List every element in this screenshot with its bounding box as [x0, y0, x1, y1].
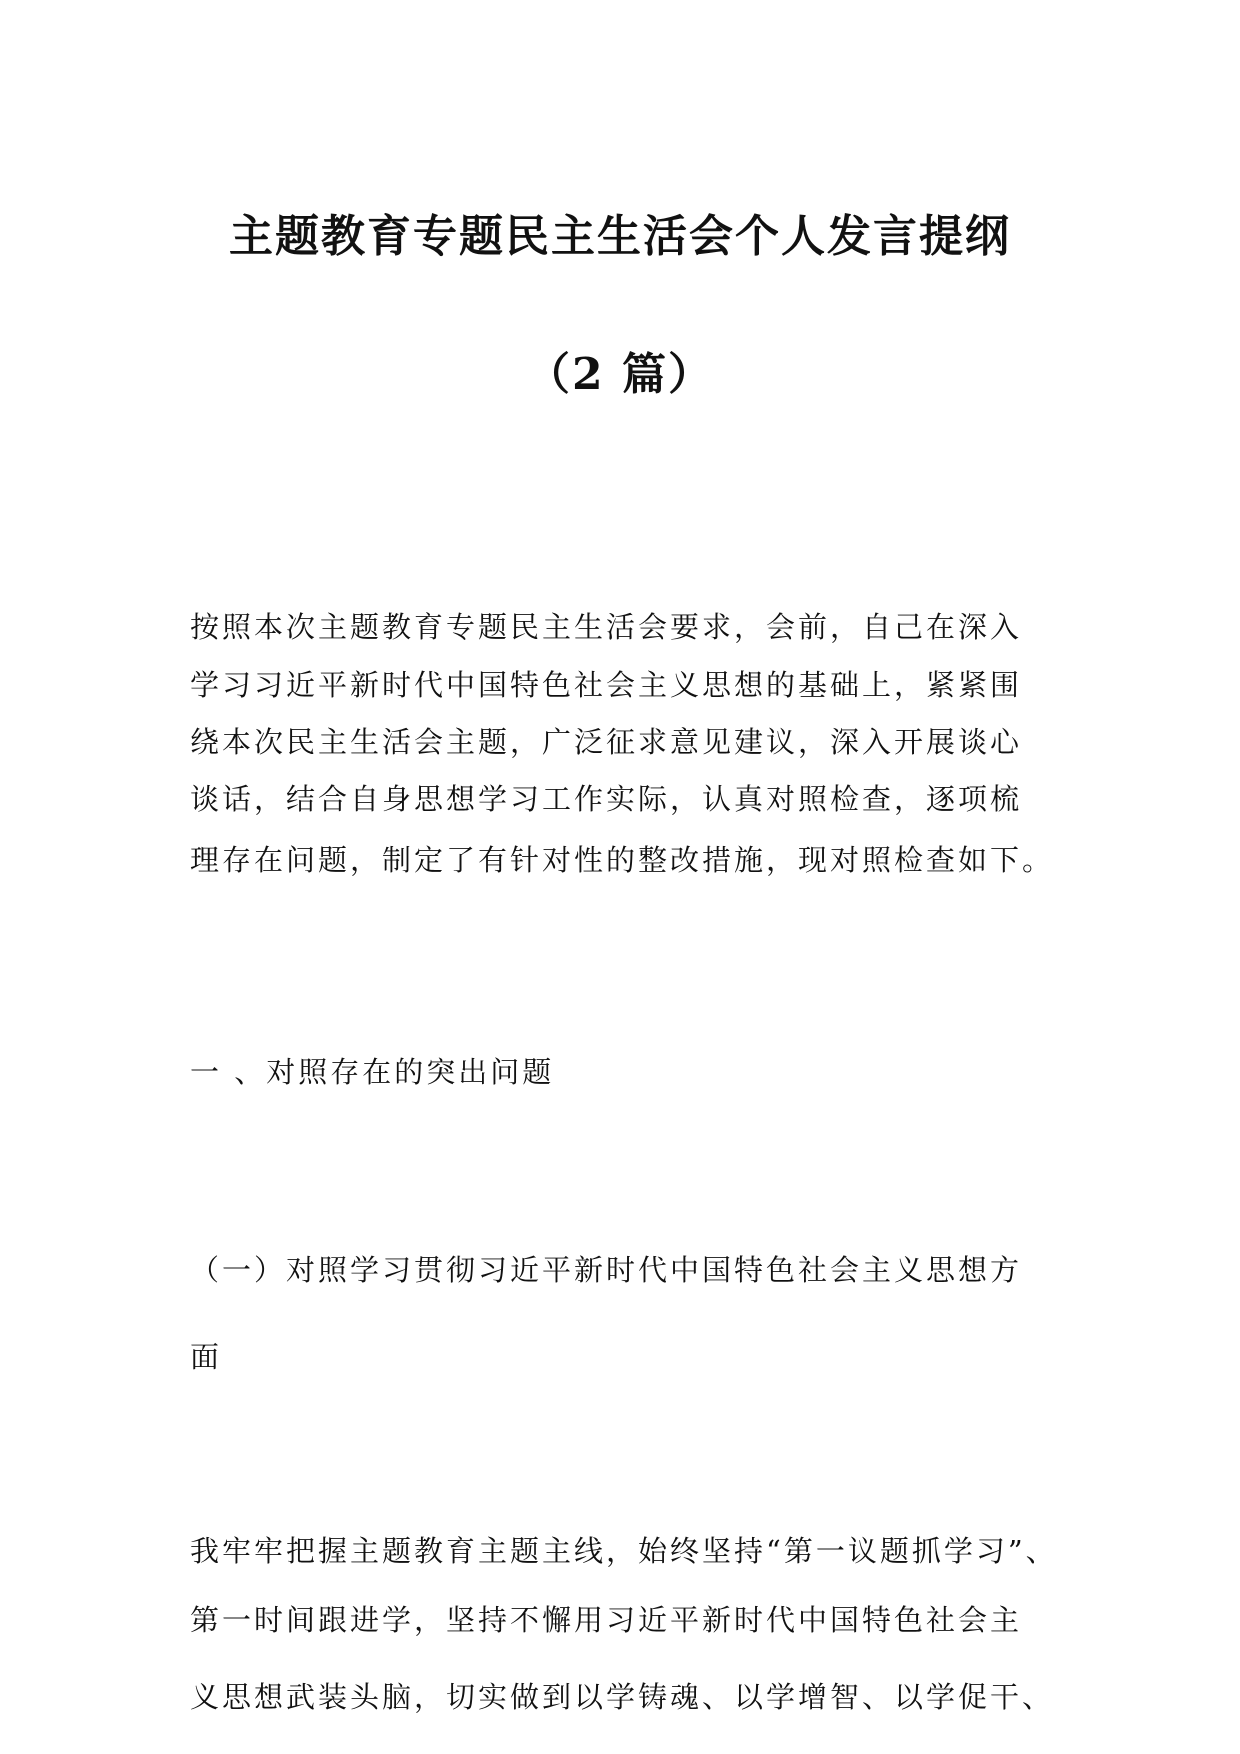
body-paragraph-line: 义思想武装头脑，切实做到以学铸魂、以学增智、以学促干、 — [190, 1680, 1055, 1714]
intro-paragraph-line: 理存在问题，制定了有针对性的整改措施，现对照检查如下。 — [190, 843, 1055, 877]
intro-paragraph-line: 学习习近平新时代中国特色社会主义思想的基础上，紧紧围 — [190, 668, 1023, 702]
subsection-heading-line: 面 — [190, 1340, 223, 1374]
intro-paragraph-line: 谈话，结合自身思想学习工作实际，认真对照检查，逐项梳 — [190, 782, 1023, 816]
section-heading: 一 、对照存在的突出问题 — [190, 1055, 555, 1089]
document-title: 主题教育专题民主生活会个人发言提纲 — [229, 211, 1011, 262]
document-subtitle: （2 篇） — [526, 349, 714, 400]
intro-paragraph-line: 按照本次主题教育专题民主生活会要求，会前，自己在深入 — [190, 610, 1023, 644]
subsection-heading-line: （一）对照学习贯彻习近平新时代中国特色社会主义思想方 — [190, 1253, 1023, 1287]
body-paragraph-line: 我牢牢把握主题教育主题主线，始终坚持“第一议题抓学习”、 — [190, 1534, 1058, 1568]
intro-paragraph-line: 绕本次民主生活会主题，广泛征求意见建议，深入开展谈心 — [190, 725, 1023, 759]
body-paragraph-line: 第一时间跟进学，坚持不懈用习近平新时代中国特色社会主 — [190, 1603, 1023, 1637]
